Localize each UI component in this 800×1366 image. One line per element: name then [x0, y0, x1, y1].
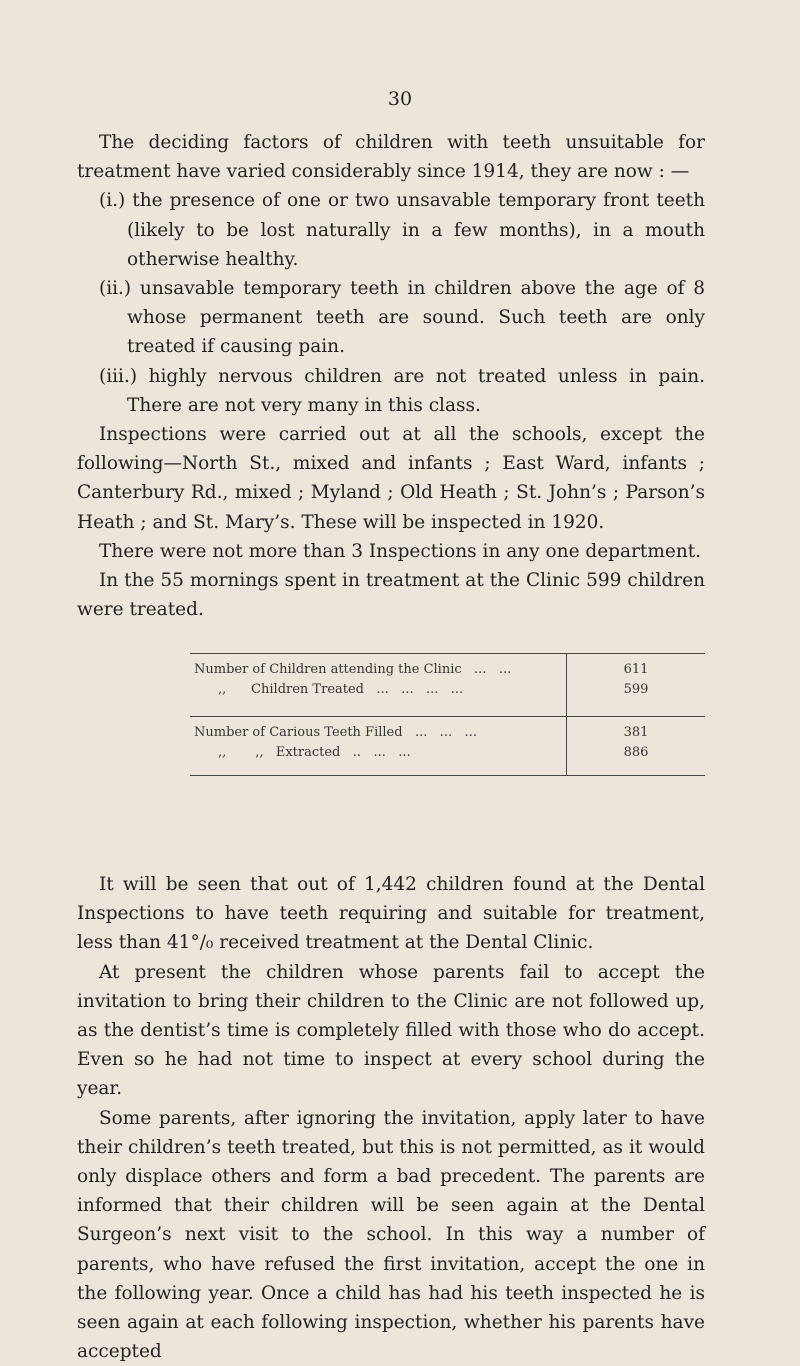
row-value: 381 — [567, 723, 706, 743]
row-label: ,, Children Treated ... ... ... ... — [218, 682, 464, 697]
row-value: 886 — [567, 743, 706, 763]
paragraph: Some parents, after ignoring the invitation, apply later to have their children’s teeth treated, but this is not permitted, as it would only displace others and form a bad precedent. The parents are informed that their children will be seen again at the Dental Surgeon’s next visit to the school. In this way a number of parents, who have refused the first invitation, accept the one in the following year. Once a child has had his teeth inspected he is seen again at each following inspection, whether his parents have accepted — [77, 1107, 705, 1363]
paragraph: The deciding factors of children with teeth unsuitable for treatment have varied considerably since 1914, they are now : — — [77, 132, 705, 183]
paragraph: In the 55 mornings spent in treatment at the Clinic 599 children were treated. — [77, 570, 705, 621]
list-item: (iii.) highly nervous children are not treated unless in pain. There are not very many in this class. — [99, 365, 705, 416]
row-value: 599 — [567, 680, 706, 700]
row-value: 611 — [567, 660, 706, 680]
body-text-top — [77, 128, 705, 624]
row-label: Number of Children attending the Clinic ... ... — [194, 662, 512, 677]
page-number: 30 — [387, 88, 413, 110]
row-label: Number of Carious Teeth Filled ... ... ... — [194, 725, 477, 740]
paragraph: There were not more than 3 Inspections in any one department. — [99, 540, 702, 562]
body-text-bottom — [77, 870, 705, 1366]
list-item: (ii.) unsavable temporary teeth in children above the age of 8 whose permanent teeth are sound. Such teeth are only treated if causing pain. — [99, 278, 705, 358]
table-row — [190, 723, 705, 743]
table-row — [190, 743, 705, 763]
clinic-statistics-table — [190, 653, 705, 776]
paragraph: Inspections were carried out at all the schools, except the following—North St., mixed and infants ; East Ward, infants ; Canterbury Rd., mixed ; Myland ; Old Heath ; St. John’s ; Parson’s Heath ; and St. Mary’s. These will be inspected in 1920. — [77, 424, 705, 533]
paragraph: At present the children whose parents fail to accept the invitation to bring their children to the Clinic are not followed up, as the dentist’s time is completely filled with those who do accept. Even so he had not time to inspect at every school during the year. — [77, 961, 705, 1100]
paragraph: It will be seen that out of 1,442 children found at the Dental Inspections to have teeth requiring and suitable for treatment, less than 41°/₀ received treatment at the Dental Clinic. — [77, 874, 705, 954]
row-label: ,, ,, Extracted .. ... ... — [218, 745, 411, 760]
table-row — [190, 660, 705, 680]
table-row — [190, 680, 705, 700]
list-item: (i.) the presence of one or two unsavable temporary front teeth (likely to be lost naturally in a few months), in a mouth otherwise healthy. — [99, 190, 705, 270]
